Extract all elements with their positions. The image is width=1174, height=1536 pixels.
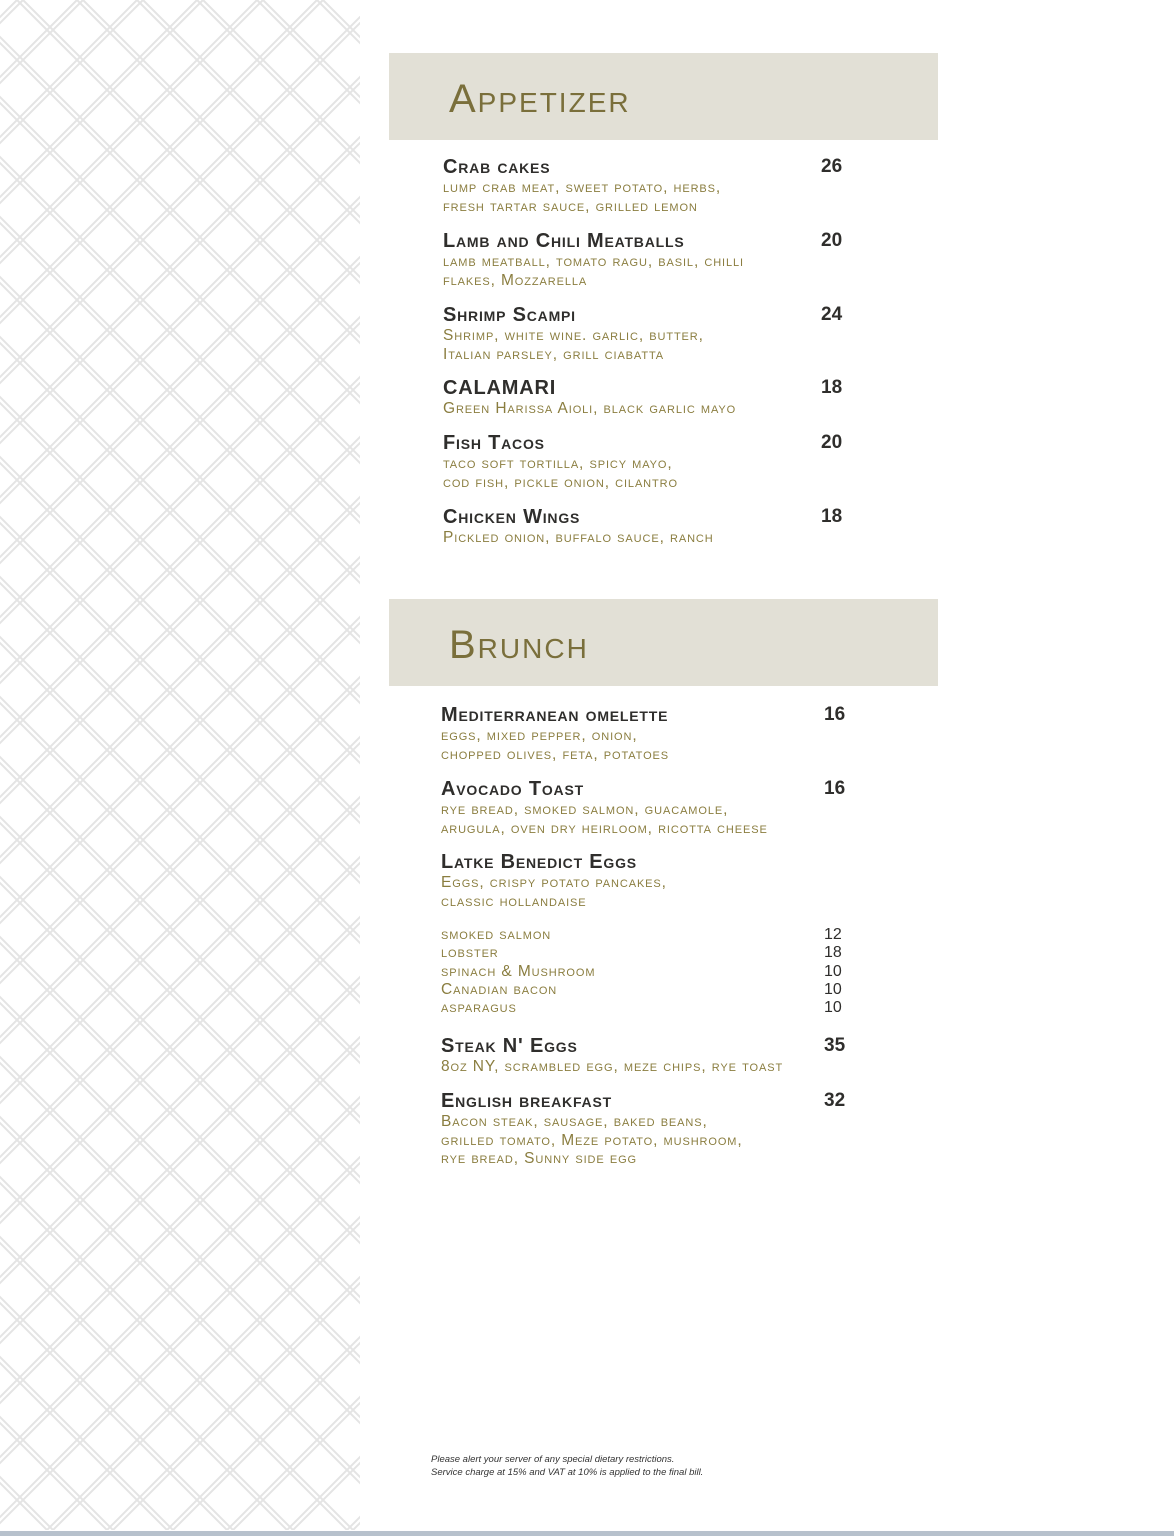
lattice-line bbox=[103, 0, 360, 1530]
item-name: Fish Tacos bbox=[443, 432, 545, 454]
item-price: 35 bbox=[824, 1035, 846, 1056]
item-description: lamb meatball, tomato ragu, basil, chilli bbox=[443, 253, 744, 270]
addon-price: 10 bbox=[824, 962, 842, 980]
footer-note bbox=[431, 1453, 703, 1479]
lattice-line bbox=[97, 0, 360, 1530]
item-name: CALAMARI bbox=[443, 377, 557, 399]
lattice-line bbox=[277, 0, 360, 1530]
menu-item bbox=[443, 230, 853, 290]
item-name: Latke Benedict Eggs bbox=[441, 851, 637, 873]
item-description: Green Harissa Aioli, black garlic mayo bbox=[443, 400, 737, 417]
addon-name: spinach & Mushroom bbox=[441, 962, 596, 980]
item-name: English breakfast bbox=[441, 1090, 612, 1112]
item-name: Shrimp Scampi bbox=[443, 304, 576, 326]
menu-item bbox=[441, 778, 851, 838]
menu-item bbox=[443, 377, 853, 419]
bottom-rule bbox=[0, 1531, 1174, 1536]
item-description: chopped olives, feta, potatoes bbox=[441, 745, 670, 763]
item-price: 32 bbox=[824, 1090, 846, 1111]
item-description: eggs, mixed pepper, onion, bbox=[441, 727, 638, 744]
addon-price: 18 bbox=[824, 944, 842, 962]
item-description: flakes, Mozzarella bbox=[443, 271, 588, 289]
menu-item bbox=[441, 1090, 851, 1169]
item-price: 20 bbox=[821, 230, 843, 251]
menu-item bbox=[443, 304, 853, 364]
footer-line: Please alert your server of any special dietary restrictions. bbox=[431, 1454, 675, 1465]
lattice-line bbox=[283, 0, 360, 1530]
item-description: Pickled onion, buffalo sauce, ranch bbox=[443, 529, 714, 546]
menu-item bbox=[441, 704, 851, 764]
item-description: arugula, oven dry heirloom, ricotta cheese bbox=[441, 819, 768, 837]
menu-item bbox=[443, 432, 853, 492]
item-price: 24 bbox=[821, 304, 843, 325]
appetizer-header bbox=[389, 53, 938, 140]
addon-price: 10 bbox=[824, 999, 842, 1017]
item-name: Steak N' Eggs bbox=[441, 1035, 578, 1057]
item-description: Bacon steak, sausage, baked beans, bbox=[441, 1113, 708, 1130]
menu-item bbox=[443, 156, 853, 216]
addon-price: 12 bbox=[824, 926, 842, 943]
item-name: Chicken Wings bbox=[443, 506, 581, 528]
item-price: 26 bbox=[821, 156, 843, 177]
lattice-pattern bbox=[0, 0, 360, 1530]
item-description: cod fish, pickle onion, cilantro bbox=[443, 473, 678, 491]
item-description: grilled tomato, Meze potato, mushroom, bbox=[441, 1131, 743, 1149]
item-price: 16 bbox=[824, 778, 846, 799]
item-description: rye bread, smoked salmon, guacamole, bbox=[441, 801, 729, 818]
section-title: Appetizer bbox=[449, 77, 631, 121]
item-description: classic hollandaise bbox=[441, 892, 587, 910]
item-name: Avocado Toast bbox=[441, 778, 584, 800]
item-description: Shrimp, white wine. garlic, butter, bbox=[443, 327, 704, 344]
menu-item bbox=[443, 506, 853, 548]
addon-name: smoked salmon bbox=[441, 926, 552, 943]
menu-item bbox=[441, 1035, 851, 1077]
addon-price: 10 bbox=[824, 980, 842, 998]
item-description: fresh tartar sauce, grilled lemon bbox=[443, 197, 698, 215]
item-description: Italian parsley, grill ciabatta bbox=[443, 345, 665, 363]
item-price: 18 bbox=[821, 377, 843, 398]
item-price: 16 bbox=[824, 704, 846, 725]
item-name: Mediterranean omelette bbox=[441, 704, 669, 726]
item-description: taco soft tortilla, spicy mayo, bbox=[443, 455, 673, 472]
item-name: Crab cakes bbox=[443, 156, 551, 178]
item-name: Lamb and Chili Meatballs bbox=[443, 230, 685, 252]
addon-name: lobster bbox=[441, 944, 499, 962]
item-price: 20 bbox=[821, 432, 843, 453]
section-title: Brunch bbox=[449, 623, 589, 667]
footer-line: Service charge at 15% and VAT at 10% is applied to the final bill. bbox=[431, 1467, 704, 1478]
brunch-header bbox=[389, 599, 938, 686]
item-description: rye bread, Sunny side egg bbox=[441, 1150, 637, 1167]
menu-item bbox=[441, 851, 851, 911]
item-description: lump crab meat, sweet potato, herbs, bbox=[443, 179, 722, 196]
addon-name: Canadian bacon bbox=[441, 980, 558, 998]
addon-name: asparagus bbox=[441, 999, 517, 1017]
item-description: 8oz NY, scrambled egg, meze chips, rye toast bbox=[441, 1058, 784, 1075]
item-price: 18 bbox=[821, 506, 843, 527]
item-description: Eggs, crispy potato pancakes, bbox=[441, 874, 667, 891]
